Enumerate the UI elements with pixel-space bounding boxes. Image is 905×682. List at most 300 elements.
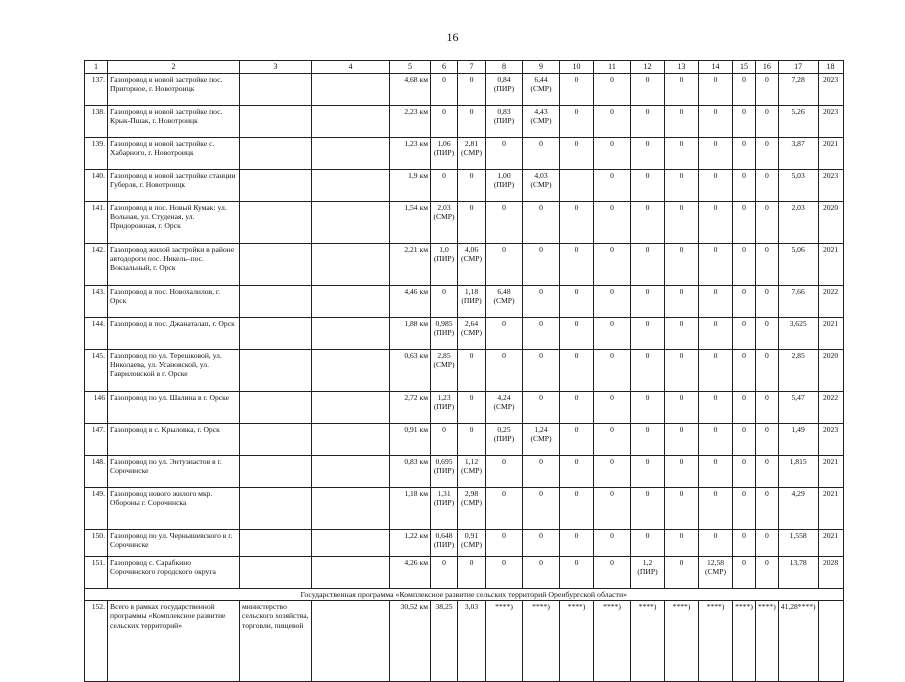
table-cell: 0 [631, 202, 665, 244]
table-cell: 0 [594, 350, 631, 392]
table-cell: 0 [431, 286, 458, 318]
table-cell: 0,91 (СМР) [458, 530, 486, 557]
table-cell: 0 [560, 350, 594, 392]
table-cell [240, 74, 312, 106]
table-cell: 0 [733, 456, 756, 488]
table-cell: 0,25 (ПИР) [486, 424, 523, 456]
table-cell: 0 [594, 424, 631, 456]
table-cell: 0 [699, 350, 733, 392]
table-cell: ****) [523, 601, 560, 682]
table-cell: 1,18 км [390, 488, 431, 530]
table-cell: 0 [665, 202, 699, 244]
table-row [85, 318, 844, 350]
table-cell [312, 170, 390, 202]
table-cell: 1,22 км [390, 530, 431, 557]
table-cell: 0 [560, 488, 594, 530]
table-cell: 139. [85, 138, 108, 170]
column-header: 6 [431, 61, 458, 74]
table-cell: 0 [523, 318, 560, 350]
table-cell: 0 [665, 106, 699, 138]
table-cell: 141. [85, 202, 108, 244]
table-cell: 0 [486, 456, 523, 488]
table-cell: 13,78 [778, 557, 818, 589]
data-table [84, 60, 844, 682]
table-cell: 5,03 [778, 170, 818, 202]
table-cell: 0 [594, 74, 631, 106]
table-cell: 4,24 (СМР) [486, 392, 523, 424]
table-cell: 0 [665, 244, 699, 286]
table-cell: Газопровод в новой застройке станции Губерля, г. Новотроицк [108, 170, 240, 202]
column-header: 17 [778, 61, 818, 74]
table-cell: 0 [665, 557, 699, 589]
table-cell: 0 [594, 106, 631, 138]
table-cell [312, 456, 390, 488]
table-cell: 0 [431, 424, 458, 456]
table-cell [312, 202, 390, 244]
table-cell: 1,31 (ПИР) [431, 488, 458, 530]
table-cell: 0 [631, 456, 665, 488]
table-cell: 1,54 км [390, 202, 431, 244]
column-header: 16 [756, 61, 779, 74]
table-cell: 2023 [818, 106, 843, 138]
table-cell: 0 [733, 170, 756, 202]
table-cell: 0 [756, 530, 779, 557]
table-row [85, 170, 844, 202]
table-cell: 2020 [818, 350, 843, 392]
table-cell: 2021 [818, 530, 843, 557]
table-cell: 148. [85, 456, 108, 488]
column-header: 14 [699, 61, 733, 74]
table-cell: 0 [594, 530, 631, 557]
table-cell: 1,23 км [390, 138, 431, 170]
table-cell: 145. [85, 350, 108, 392]
table-cell: 138. [85, 106, 108, 138]
table-cell: 2021 [818, 456, 843, 488]
table-cell: 38,25 [431, 601, 458, 682]
table-cell: 150. [85, 530, 108, 557]
table-cell [240, 557, 312, 589]
table-cell: 0 [486, 488, 523, 530]
table-cell: 0 [523, 350, 560, 392]
table-cell: 0 [458, 424, 486, 456]
table-cell [240, 138, 312, 170]
table-cell: Газопровод по ул. Терешковой, ул. Николаева, ул. Усановской, ул. Гавриловской в г. Орске [108, 350, 240, 392]
table-cell: 0 [756, 244, 779, 286]
table-cell: 0 [631, 138, 665, 170]
table-cell: 0 [486, 138, 523, 170]
table-cell: Газопровод в с. Крыловка, г. Орск [108, 424, 240, 456]
table-cell: 7,28 [778, 74, 818, 106]
table-cell: 0 [523, 557, 560, 589]
table-row [85, 530, 844, 557]
table-cell [240, 170, 312, 202]
table-cell: 3,87 [778, 138, 818, 170]
section-row [85, 589, 844, 601]
table-cell: 1,24 (СМР) [523, 424, 560, 456]
table-cell: 0 [665, 350, 699, 392]
table-cell: 146 [85, 392, 108, 424]
table-cell: 0 [560, 286, 594, 318]
table-cell: 5,26 [778, 106, 818, 138]
table-cell: 0 [733, 106, 756, 138]
table-cell [240, 392, 312, 424]
table-cell: 0 [699, 392, 733, 424]
table-cell: 0 [665, 424, 699, 456]
table-cell: 4,06 (СМР) [458, 244, 486, 286]
table-cell: 2,85 (СМР) [431, 350, 458, 392]
table-cell: 0 [560, 244, 594, 286]
table-cell: 12,58 (СМР) [699, 557, 733, 589]
table-cell: 0 [699, 74, 733, 106]
table-cell: 0 [560, 74, 594, 106]
table-cell: 0 [733, 530, 756, 557]
table-cell: Газопровод жилой застройки в районе автодороги пос. Никель–пос. Вокзальный, г. Орск [108, 244, 240, 286]
table-cell: 0 [733, 488, 756, 530]
table-cell [240, 202, 312, 244]
table-cell: 0,695 (ПИР) [431, 456, 458, 488]
table-cell: 0 [733, 392, 756, 424]
table-row [85, 424, 844, 456]
table-cell: Газопровод в пос. Джанаталап, г. Орск [108, 318, 240, 350]
table-cell: 0,83 км [390, 456, 431, 488]
table-cell: 0 [458, 392, 486, 424]
table-cell: 0 [631, 350, 665, 392]
table-cell: 2021 [818, 138, 843, 170]
table-cell: Газопровод в пос. Новый Кумак: ул. Вольная, ул. Студеная, ул. Придорожная, г. Орск [108, 202, 240, 244]
table-cell [560, 170, 594, 202]
table-cell: ****) [594, 601, 631, 682]
table-cell: 0 [458, 557, 486, 589]
table-cell: 4,43 (СМР) [523, 106, 560, 138]
table-cell: 0 [756, 286, 779, 318]
table-cell: 1,00 (ПИР) [486, 170, 523, 202]
table-cell: 0 [756, 557, 779, 589]
table-cell: 2020 [818, 202, 843, 244]
table-cell: Газопровод по ул. Шалина в г. Орске [108, 392, 240, 424]
table-cell: ****) [560, 601, 594, 682]
table-cell: 1,88 км [390, 318, 431, 350]
column-header: 2 [108, 61, 240, 74]
table-cell [312, 244, 390, 286]
section-title: Государственная программа «Комплексное развитие сельских территорий Оренбургской области» [85, 589, 844, 601]
table-cell: 137. [85, 74, 108, 106]
table-cell: 0 [631, 74, 665, 106]
table-row [85, 244, 844, 286]
column-header: 15 [733, 61, 756, 74]
table-cell: 0 [665, 488, 699, 530]
table-cell: 0 [431, 106, 458, 138]
table-cell: 0 [665, 530, 699, 557]
table-cell: 1,23 (ПИР) [431, 392, 458, 424]
table-cell: 0 [756, 138, 779, 170]
table-cell: 0 [523, 244, 560, 286]
table-cell: 0 [699, 106, 733, 138]
table-cell [312, 557, 390, 589]
table-cell: 0 [756, 424, 779, 456]
table-cell: 0 [665, 456, 699, 488]
table-cell: 2023 [818, 170, 843, 202]
table-cell: 0 [733, 74, 756, 106]
table-cell [818, 601, 843, 682]
table-cell [312, 286, 390, 318]
table-cell: ****) [733, 601, 756, 682]
table-cell: 4,68 км [390, 74, 431, 106]
table-cell: 0 [594, 138, 631, 170]
table-cell: 0 [699, 488, 733, 530]
table-cell: 0 [733, 286, 756, 318]
table-cell [312, 488, 390, 530]
table-cell: ****) [699, 601, 733, 682]
table-cell: 1,12 (СМР) [458, 456, 486, 488]
table-cell: 0 [523, 456, 560, 488]
table-cell: 0 [594, 286, 631, 318]
table-cell: 0 [665, 74, 699, 106]
table-row [85, 488, 844, 530]
table-cell: 0 [523, 392, 560, 424]
table-cell: 0 [631, 530, 665, 557]
table-cell: 0 [699, 244, 733, 286]
table-cell: 0 [756, 488, 779, 530]
table-cell: 1,9 км [390, 170, 431, 202]
table-cell: 0 [594, 318, 631, 350]
table-cell: 0,63 км [390, 350, 431, 392]
column-header: 5 [390, 61, 431, 74]
table-row [85, 286, 844, 318]
table-cell: 0 [756, 74, 779, 106]
column-header: 9 [523, 61, 560, 74]
table-cell: 0 [699, 424, 733, 456]
table-cell: 4,46 км [390, 286, 431, 318]
column-header: 8 [486, 61, 523, 74]
table-cell [240, 488, 312, 530]
table-cell [240, 286, 312, 318]
table-cell: 4,29 [778, 488, 818, 530]
header-row [85, 61, 844, 74]
table-cell: 2,98 (СМР) [458, 488, 486, 530]
table-cell: 0 [756, 202, 779, 244]
table-cell: 0 [699, 530, 733, 557]
table-cell: 0 [560, 202, 594, 244]
table-cell: 0 [631, 106, 665, 138]
table-cell: ****) [756, 601, 779, 682]
table-cell: 2,03 (СМР) [431, 202, 458, 244]
table-cell [312, 424, 390, 456]
table-cell [312, 74, 390, 106]
table-cell: 0 [631, 392, 665, 424]
table-cell: Всего в рамках государственной программы «Комплексное развитие сельских территорий» [108, 601, 240, 682]
table-cell: ****) [631, 601, 665, 682]
table-cell: Газопровод по ул. Энтузиастов в г. Сорочинске [108, 456, 240, 488]
table-cell: 0,648 (ПИР) [431, 530, 458, 557]
table-cell: 0 [631, 286, 665, 318]
table-cell: 2,03 [778, 202, 818, 244]
table-cell: 0 [458, 202, 486, 244]
table-cell: 0 [756, 106, 779, 138]
table-cell: Газопровод по ул. Чернышевского в г. Сорочинске [108, 530, 240, 557]
table-row [85, 202, 844, 244]
table-cell: 2,85 [778, 350, 818, 392]
table-cell: 1,815 [778, 456, 818, 488]
table-cell [240, 106, 312, 138]
table-cell: 0,91 км [390, 424, 431, 456]
table-cell: 140. [85, 170, 108, 202]
table-cell: 0 [523, 202, 560, 244]
table-cell: 147. [85, 424, 108, 456]
table-cell [312, 350, 390, 392]
table-cell: ****) [665, 601, 699, 682]
table-cell: 0 [560, 392, 594, 424]
table-cell: 6,48 (СМР) [486, 286, 523, 318]
table-cell: 0 [486, 557, 523, 589]
table-cell: 3,03 [458, 601, 486, 682]
table-cell: 151. [85, 557, 108, 589]
table-cell [312, 138, 390, 170]
table-cell: 0 [631, 318, 665, 350]
table-cell: 0 [594, 392, 631, 424]
table-cell: 0 [699, 202, 733, 244]
table-row [85, 456, 844, 488]
table-cell: 0 [594, 202, 631, 244]
table-cell [312, 318, 390, 350]
table-cell [240, 424, 312, 456]
table-cell: 0 [431, 170, 458, 202]
table-cell: 0 [733, 424, 756, 456]
column-header: 10 [560, 61, 594, 74]
table-cell: 143. [85, 286, 108, 318]
table-row [85, 106, 844, 138]
table-cell: 2,72 км [390, 392, 431, 424]
table-row [85, 74, 844, 106]
table-cell: 0 [560, 530, 594, 557]
table-cell: 152. [85, 601, 108, 682]
table-cell: 1,06 (ПИР) [431, 138, 458, 170]
table-cell: 0 [560, 138, 594, 170]
column-header: 7 [458, 61, 486, 74]
table-cell: министерство сельского хозяйства, торговли, пищевой [240, 601, 312, 682]
table-cell: 0 [631, 170, 665, 202]
column-header: 1 [85, 61, 108, 74]
table-cell: 0 [486, 530, 523, 557]
table-cell: 0 [560, 318, 594, 350]
table-cell: 0 [486, 202, 523, 244]
table-cell: 2023 [818, 74, 843, 106]
table-cell: 0 [523, 488, 560, 530]
table-cell: 30,52 км [390, 601, 431, 682]
column-header: 4 [312, 61, 390, 74]
table-cell [240, 530, 312, 557]
table-cell: 0 [631, 488, 665, 530]
table-row [85, 557, 844, 589]
table-cell: 0 [733, 244, 756, 286]
table-cell: 2021 [818, 318, 843, 350]
table-cell [312, 530, 390, 557]
column-header: 18 [818, 61, 843, 74]
table-cell: 1,2 (ПИР) [631, 557, 665, 589]
table-cell: 2022 [818, 392, 843, 424]
table-cell: 0 [560, 424, 594, 456]
table-cell: 0 [431, 74, 458, 106]
table-cell: 0 [699, 170, 733, 202]
table-cell: 0 [733, 557, 756, 589]
table-cell: Газопровод в новой застройке с. Хабарного, г. Новотроицк [108, 138, 240, 170]
table-cell: 1,0 (ПИР) [431, 244, 458, 286]
table-cell: 0 [756, 318, 779, 350]
table-cell: 2,64 (СМР) [458, 318, 486, 350]
table-cell: 2023 [818, 424, 843, 456]
table-cell: 0 [665, 170, 699, 202]
table-cell: 0 [523, 286, 560, 318]
table-cell [240, 244, 312, 286]
table-cell: 2028 [818, 557, 843, 589]
table-row [85, 350, 844, 392]
table-cell: 1,18 (ПИР) [458, 286, 486, 318]
table-cell: 0 [733, 138, 756, 170]
table-cell [240, 456, 312, 488]
table-cell: 2021 [818, 244, 843, 286]
table-cell: 0 [665, 286, 699, 318]
column-header: 12 [631, 61, 665, 74]
table-cell: 0 [594, 488, 631, 530]
table-cell: 3,625 [778, 318, 818, 350]
table-cell: 2,81 (СМР) [458, 138, 486, 170]
table-cell: 0 [486, 244, 523, 286]
table-cell: 1,49 [778, 424, 818, 456]
table-cell: 0 [699, 318, 733, 350]
table-cell: 0,84 (ПИР) [486, 74, 523, 106]
table-cell: Газопровод в новой застройке пос. Крык-Пшак, г. Новотроицк [108, 106, 240, 138]
table-cell: 0 [699, 138, 733, 170]
table-cell: 0 [733, 202, 756, 244]
table-cell: 0 [431, 557, 458, 589]
table-cell: 0 [699, 456, 733, 488]
table-cell: Газопровод с. Сарабкино Сорочинского городского округа [108, 557, 240, 589]
table-cell: 0 [594, 244, 631, 286]
table-cell [312, 601, 390, 682]
column-header: 13 [665, 61, 699, 74]
table-cell: 0 [594, 557, 631, 589]
table-cell: 144. [85, 318, 108, 350]
table-row [85, 392, 844, 424]
table-cell: 0 [733, 350, 756, 392]
table-cell: 0 [523, 138, 560, 170]
table-cell: Газопровод в пос. Новохалилов, г. Орск [108, 286, 240, 318]
table-cell: 0 [594, 456, 631, 488]
table-cell: 0 [458, 170, 486, 202]
table-cell: 0 [486, 318, 523, 350]
table-cell: ****) [486, 601, 523, 682]
table-cell: Газопровод в новой застройке пос. Пригорное, г. Новотроицк [108, 74, 240, 106]
table-row [85, 138, 844, 170]
table-cell: 0 [560, 456, 594, 488]
table-cell: 41,28****) [778, 601, 818, 682]
table-cell: 5,47 [778, 392, 818, 424]
table-cell [312, 392, 390, 424]
table-cell: 7,66 [778, 286, 818, 318]
table-cell: 0 [523, 530, 560, 557]
table-cell: 2022 [818, 286, 843, 318]
table-cell [240, 350, 312, 392]
table-cell: 2021 [818, 488, 843, 530]
table-cell: 0 [756, 456, 779, 488]
table-cell: 6,44 (СМР) [523, 74, 560, 106]
table-cell: 0 [458, 350, 486, 392]
table-cell: 5,06 [778, 244, 818, 286]
table-cell: 4,03 (СМР) [523, 170, 560, 202]
table-cell: 0 [631, 424, 665, 456]
table-cell: 0,985 (ПИР) [431, 318, 458, 350]
column-header: 3 [240, 61, 312, 74]
page-number: 16 [446, 30, 459, 44]
